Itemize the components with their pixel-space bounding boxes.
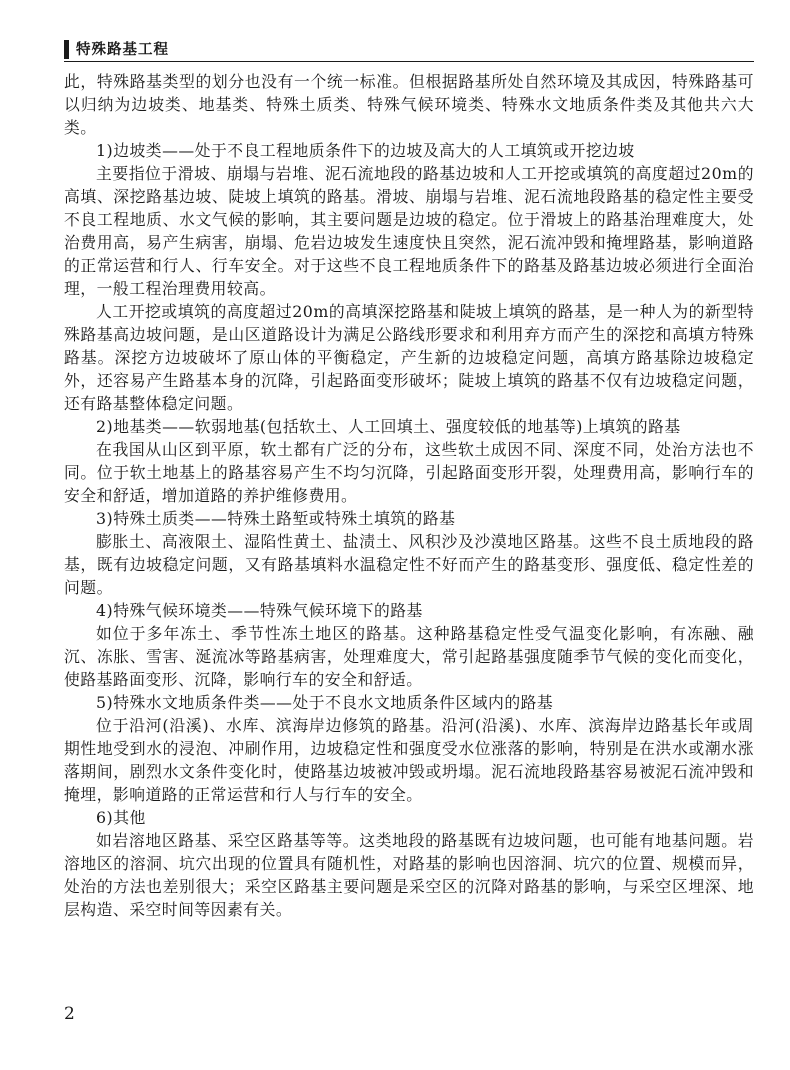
section-heading-special-soil: 3)特殊土质类——特殊土路堑或特殊土填筑的路基 (96, 509, 456, 528)
header-title: 特殊路基工程 (76, 42, 169, 58)
section-heading-slope: 1)边坡类——处于不良工程地质条件下的边坡及高大的人工填筑或开挖边坡 (96, 141, 635, 160)
section-heading-climate: 4)特殊气候环境类——特殊气候环境下的路基 (96, 601, 423, 620)
section-heading-foundation: 2)地基类——软弱地基(包括软土、人工回填土、强度较低的地基等)上填筑的路基 (96, 417, 681, 436)
paragraph-continuation: 此，特殊路基类型的划分也没有一个统一标准。但根据路基所处自然环境及其成因，特殊路基可以归纳为边坡类、地基类、特殊土质类、特殊气候环境类、特殊水文地质条件类及其他共六大类。 (64, 72, 754, 137)
page-number: 2 (64, 1004, 75, 1024)
paragraph-slope-2: 人工开挖或填筑的高度超过20m的高填深挖路基和陡坡上填筑的路基，是一种人为的新型特殊路基高边坡问题，是山区道路设计为满足公路线形要求和利用弃方而产生的深挖和高填方特殊路基。深挖方边坡破坏了原山体的平衡稳定，产生新的边坡稳定问题，高填方路基除边坡稳定外，还容易产生路基本身的沉降，引起路面变形破坏；陡坡上填筑的路基不仅有边坡稳定问题，还有路基整体稳定问题。 (64, 302, 754, 413)
paragraph-foundation: 在我国从山区到平原，软土都有广泛的分布，这些软土成因不同、深度不同，处治方法也不同。位于软土地基上的路基容易产生不均匀沉降，引起路面变形开裂，处理费用高，影响行车的安全和舒适，增加道路的养护维修费用。 (64, 440, 754, 505)
paragraph-special-soil: 膨胀土、高液限土、湿陷性黄土、盐渍土、风积沙及沙漠地区路基。这些不良土质地段的路基，既有边坡稳定问题，又有路基填料水温稳定性不好而产生的路基变形、强度低、稳定性差的问题。 (64, 532, 754, 597)
header-marker-bar (64, 40, 69, 59)
section-heading-hydrogeology: 5)特殊水文地质条件类——处于不良水文地质条件区域内的路基 (96, 693, 554, 712)
paragraph-climate: 如位于多年冻土、季节性冻土地区的路基。这种路基稳定性受气温变化影响，有冻融、融沉、冻胀、雪害、涎流冰等路基病害，处理难度大，常引起路基强度随季节气候的变化而变化，使路基路面变形、沉降，影响行车的安全和舒适。 (64, 624, 754, 689)
section-heading-other: 6)其他 (96, 808, 146, 827)
running-header (64, 38, 754, 62)
header-rule (64, 61, 754, 62)
paragraph-slope-1: 主要指位于滑坡、崩塌与岩堆、泥石流地段的路基边坡和人工开挖或填筑的高度超过20m的高填、深挖路基边坡、陡坡上填筑的路基。滑坡、崩塌与岩堆、泥石流地段路基的稳定性主要受不良工程地质、水文气候的影响，其主要问题是边坡的稳定。位于滑坡上的路基治理难度大，处治费用高，易产生病害，崩塌、危岩边坡发生速度快且突然，泥石流冲毁和掩埋路基，影响道路的正常运营和行人、行车安全。对于这些不良工程地质条件下的路基及路基边坡必须进行全面治理，一般工程治理费用较高。 (64, 164, 754, 298)
body-text (64, 70, 754, 921)
paragraph-other: 如岩溶地区路基、采空区路基等等。这类地段的路基既有边坡问题，也可能有地基问题。岩溶地区的溶洞、坑穴出现的位置具有随机性，对路基的影响也因溶洞、坑穴的位置、规模而异，处治的方法也差别很大；采空区路基主要问题是采空区的沉降对路基的影响，与采空区埋深、地层构造、采空时间等因素有关。 (64, 831, 754, 919)
paragraph-hydrogeology: 位于沿河(沿溪)、水库、滨海岸边修筑的路基。沿河(沿溪)、水库、滨海岸边路基长年或周期性地受到水的浸泡、冲刷作用，边坡稳定性和强度受水位涨落的影响，特别是在洪水或潮水涨落期间，剧烈水文条件变化时，使路基边坡被冲毁或坍塌。泥石流地段路基容易被泥石流冲毁和掩埋，影响道路的正常运营和行人与行车的安全。 (64, 716, 754, 804)
